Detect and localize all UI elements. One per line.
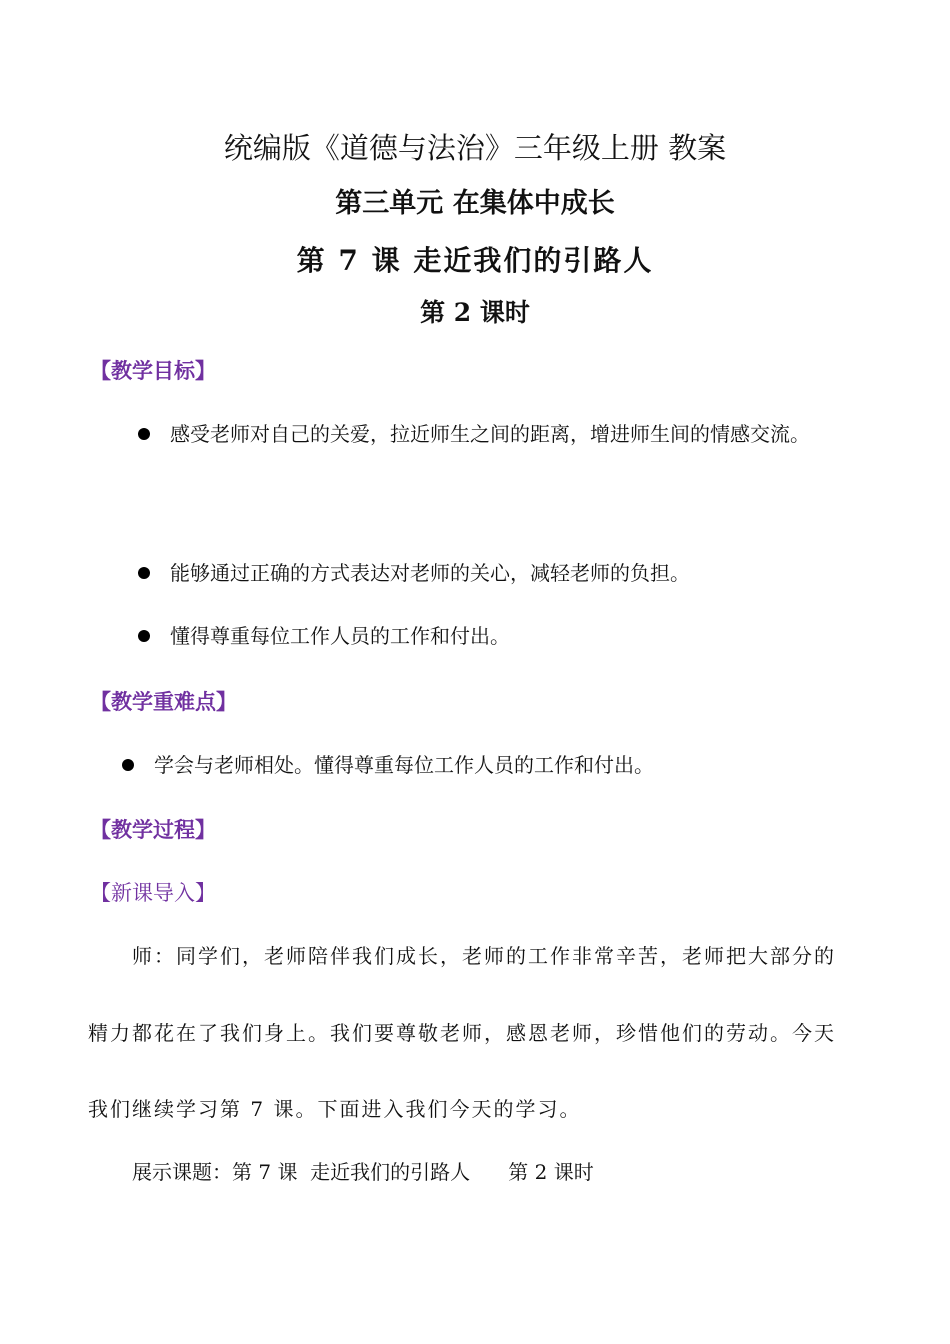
key-point-text: 学会与老师相处。懂得尊重每位工作人员的工作和付出。 — [154, 753, 654, 777]
lesson-title: 第 7 课 走近我们的引路人 — [296, 244, 654, 277]
key-points-heading: 【教学重难点】 — [90, 690, 237, 714]
paragraph-line: 精力都花在了我们身上。我们要尊敬老师，感恩老师，珍惜他们的劳动。今天 — [88, 1021, 836, 1045]
objective-text: 懂得尊重每位工作人员的工作和付出。 — [170, 624, 510, 648]
process-heading: 【教学过程】 — [90, 818, 216, 842]
paragraph-line: 师：同学们，老师陪伴我们成长，老师的工作非常辛苦，老师把大部分的 — [132, 944, 836, 968]
period-title: 第 2 课时 — [420, 298, 530, 327]
paragraph-line: 我们继续学习第 7 课。下面进入我们今天的学习。 — [88, 1097, 582, 1121]
bullet-icon — [122, 759, 134, 771]
bullet-icon — [138, 567, 150, 579]
bullet-icon — [138, 428, 150, 440]
document-title: 统编版《道德与法治》三年级上册 教案 — [223, 131, 727, 165]
objective-text: 能够通过正确的方式表达对老师的关心，减轻老师的负担。 — [170, 561, 690, 585]
bullet-icon — [138, 630, 150, 642]
objective-text: 感受老师对自己的关爱，拉近师生之间的距离，增进师生间的情感交流。 — [170, 422, 810, 446]
unit-title: 第三单元 在集体中成长 — [335, 188, 615, 219]
intro-heading: 【新课导入】 — [90, 881, 216, 905]
display-topic: 展示课题：第 7 课 走近我们的引路人 第 2 课时 — [132, 1160, 594, 1184]
objectives-heading: 【教学目标】 — [90, 359, 216, 383]
